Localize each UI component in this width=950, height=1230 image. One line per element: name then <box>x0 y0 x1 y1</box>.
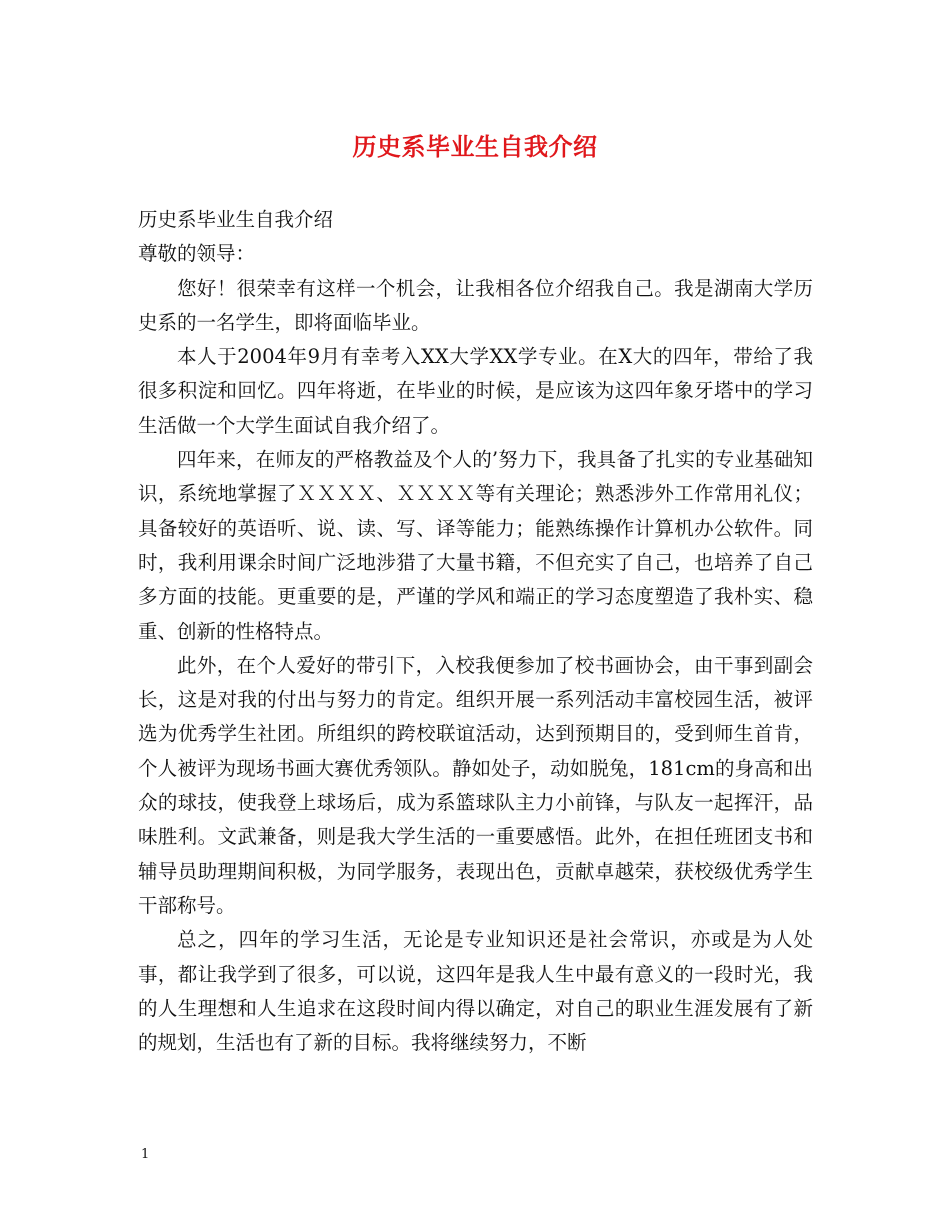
document-title: 历史系毕业生自我介绍 <box>352 132 598 161</box>
subtitle-line: 历史系毕业生自我介绍 <box>138 208 334 231</box>
paragraph-greeting: 您好！很荣幸有这样一个机会，让我相各位介绍我自己。我是湖南大学历史系的一名学生，即将面临毕业。 <box>138 276 813 334</box>
paragraph-admission: 本人于2004年9月有幸考入XX大学XX学专业。在X大的四年，带给了我很多积淀和回忆。四年将逝，在毕业的时候，是应该为这四年象牙塔中的学习生活做一个大学生面试自我介绍了。 <box>138 345 813 437</box>
document-body <box>138 203 813 1060</box>
paragraph-summary: 总之，四年的学习生活，无论是专业知识还是社会常识，亦或是为人处事，都让我学到了很多，可以说，这四年是我人生中最有意义的一段时光，我的人生理想和人生追求在这段时间内得以确定，对自己的职业生涯发展有了新的规划，生活也有了新的目标。我将继续努力，不断 <box>138 928 813 1055</box>
salutation-line: 尊敬的领导： <box>138 242 256 266</box>
page-number: 1 <box>141 1147 150 1162</box>
paragraph-activities: 此外，在个人爱好的带引下，入校我便参加了校书画协会，由干事到副会长，这是对我的付出与努力的肯定。组织开展一系列活动丰富校园生活，被评选为优秀学生社团。所组织的跨校联谊活动，达到预期目的，受到师生首肯，个人被评为现场书画大赛优秀领队。静如处子，动如脱兔，181cm的身高和出众的球技，使我登上球场后，成为系篮球队主力小前锋，与队友一起挥汗，品味胜利。文武兼备，则是我大学生活的一重要感悟。此外，在担任班团支书和辅导员助理期间积极，为同学服务，表现出色，贡献卓越荣，获校级优秀学生干部称号。 <box>138 653 813 917</box>
paragraph-study: 四年来，在师友的严格教益及个人的’努力下，我具备了扎实的专业基础知识，系统地掌握了ＸＸＸＸ、ＸＸＸＸ等有关理论；熟悉涉外工作常用礼仪；具备较好的英语听、说、读、写、译等能力；能熟练操作计算机办公软件。同时，我利用课余时间广泛地涉猎了大量书籍，不但充实了自己，也培养了自己多方面的技能。更重要的是，严谨的学风和端正的学习态度塑造了我朴实、稳重、创新的性格特点。 <box>138 448 813 643</box>
